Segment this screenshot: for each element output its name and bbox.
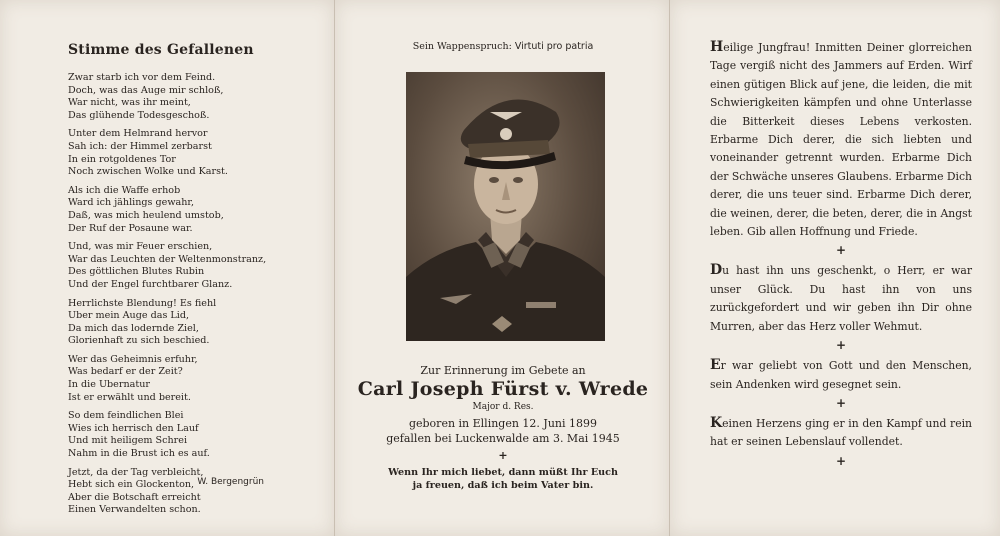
poem-stanza xyxy=(68,72,314,122)
left-panel xyxy=(0,0,334,536)
prayer-paragraph xyxy=(710,414,972,452)
paragraph-initial: D xyxy=(710,262,723,279)
portrait-photo xyxy=(406,72,605,341)
poem-line: Aber die Botschaft erreicht xyxy=(68,491,201,503)
center-panel xyxy=(334,0,670,536)
poem-line: Das glühende Todesgeschoß. xyxy=(68,109,210,121)
poem-line: Wer das Geheimnis erfuhr, xyxy=(68,353,198,365)
cross-symbol: + xyxy=(835,453,847,468)
poem-stanza xyxy=(68,128,314,178)
paragraph-initial: E xyxy=(710,357,721,374)
poem-author: W. Bergengrün xyxy=(197,477,264,487)
poem-line: Und mit heiligem Schrei xyxy=(68,435,188,447)
poem-line: Und der Engel furchtbarer Glanz. xyxy=(68,278,233,290)
poem-line: Herrlichste Blendung! Es fiehl xyxy=(68,297,217,309)
poem-stanza xyxy=(68,354,314,404)
poem-line: Doch, was das Auge mir schloß, xyxy=(68,84,224,96)
poem-title: Stimme des Gefallenen xyxy=(68,42,254,58)
poem-line: Als ich die Waffe erhob xyxy=(68,184,181,196)
poem-line: Ist er erwählt und bereit. xyxy=(68,391,191,403)
cross-symbol: + xyxy=(835,395,847,410)
poem-line: Der Ruf der Posaune war. xyxy=(68,222,193,234)
death-line: gefallen bei Luckenwalde am 3. Mai 1945 xyxy=(386,432,620,445)
poem-stanza xyxy=(68,298,314,348)
poem-stanza xyxy=(68,410,314,460)
poem-line: So dem feindlichen Blei xyxy=(68,410,184,422)
poem-stanza xyxy=(68,241,314,291)
paragraph-initial: K xyxy=(710,414,723,431)
poem-line: Hebt sich ein Glockenton, xyxy=(68,479,195,491)
verse xyxy=(335,466,671,492)
poem-line: War nicht, was ihr meint, xyxy=(68,97,191,109)
birth-line: geboren in Ellingen 12. Juni 1899 xyxy=(408,417,598,430)
poem-line: Unter dem Helmrand hervor xyxy=(68,128,208,140)
deceased-name: Carl Joseph Fürst v. Wrede xyxy=(357,378,649,400)
poem-line: In ein rotgoldenes Tor xyxy=(68,153,176,165)
verse-line: ja freuen, daß ich beim Vater bin. xyxy=(412,480,594,491)
poem-line: Des göttlichen Blutes Rubin xyxy=(68,266,205,278)
paragraph-text: u hast ihn uns geschenkt, o Herr, er war unser Glück. Du hast ihn von uns zurückgefordert und wir geben ihn Dir ohne Murren, aber das Herz voller Wehmut. xyxy=(710,264,972,333)
paragraph-initial: H xyxy=(710,39,724,55)
cross-symbol: + xyxy=(835,338,847,353)
paragraph-text: einen Herzens ging er in den Kampf und rein hat er seinen Lebenslauf vollendet. xyxy=(710,416,972,449)
poem-line: Einen Verwandelten schon. xyxy=(68,504,201,516)
prayer-paragraph xyxy=(710,261,972,336)
poem-line: Was bedarf er der Zeit? xyxy=(68,366,183,378)
poem-line: Da mich das lodernde Ziel, xyxy=(68,322,199,334)
portrait-illustration xyxy=(406,72,605,341)
poem-line: War das Leuchten der Weltenmonstranz, xyxy=(68,253,267,265)
motto-label: Sein Wappenspruch: xyxy=(412,41,512,52)
right-panel xyxy=(670,0,1000,536)
poem-line: Zwar starb ich vor dem Feind. xyxy=(68,72,216,83)
poem-line: In die Ubernatur xyxy=(68,379,150,391)
memory-line: Zur Erinnerung im Gebete an xyxy=(420,364,586,377)
poem xyxy=(68,72,314,517)
motto-text: Virtuti pro patria xyxy=(514,41,594,52)
cross-symbol: + xyxy=(835,243,847,258)
poem-line: Daß, was mich heulend umstob, xyxy=(68,209,224,221)
poem-line: Sah ich: der Himmel zerbarst xyxy=(68,140,212,152)
poem-line: Wies ich herrisch den Lauf xyxy=(68,422,199,434)
prayer-paragraph xyxy=(710,356,972,394)
prayer-paragraph xyxy=(710,38,972,241)
poem-line: Ward ich jählings gewahr, xyxy=(68,197,195,209)
verse-line: Wenn Ihr mich liebet, dann müßt Ihr Euch xyxy=(388,467,618,478)
poem-line: Glorienhaft zu sich beschied. xyxy=(68,335,210,347)
rank: Major d. Res. xyxy=(472,402,534,412)
paragraph-text: r war geliebt von Gott und den Menschen, sein Andenken wird gesegnet sein. xyxy=(710,359,972,391)
poem-line: Jetzt, da der Tag verbleicht, xyxy=(68,466,204,478)
poem-line: Noch zwischen Wolke und Karst. xyxy=(68,166,228,178)
poem-stanza xyxy=(68,185,314,235)
paragraph-text: eilige Jungfrau! Inmitten Deiner glorreichen Tage vergiß nicht des Jammers auf Erden. Wirf einen gütigen Blick auf jene, die leiden, die mit Schwierigkeiten kämpfen und ohne Unterlasse die Bitterkeit dieses Lebens verkosten. Erbarme Dich derer, die sich liebten und voneinander getrennt wurden. Erbarme Dich der Schwäche unseres Glaubens. Erbarme Dich derer, die uns teuer sind. Erbarme Dich derer, die weinen, derer, die beten, derer, die in Angst leben. Gib allen Hoffnung und Friede. xyxy=(710,41,973,239)
cross-symbol: + xyxy=(498,449,508,462)
motto xyxy=(335,41,671,52)
poem-stanza xyxy=(68,467,314,517)
poem-line: Und, was mir Feuer erschien, xyxy=(68,241,213,253)
poem-line: Nahm in die Brust ich es auf. xyxy=(68,448,210,460)
poem-line: Uber mein Auge das Lid, xyxy=(68,310,190,322)
prayer-text xyxy=(710,38,972,468)
